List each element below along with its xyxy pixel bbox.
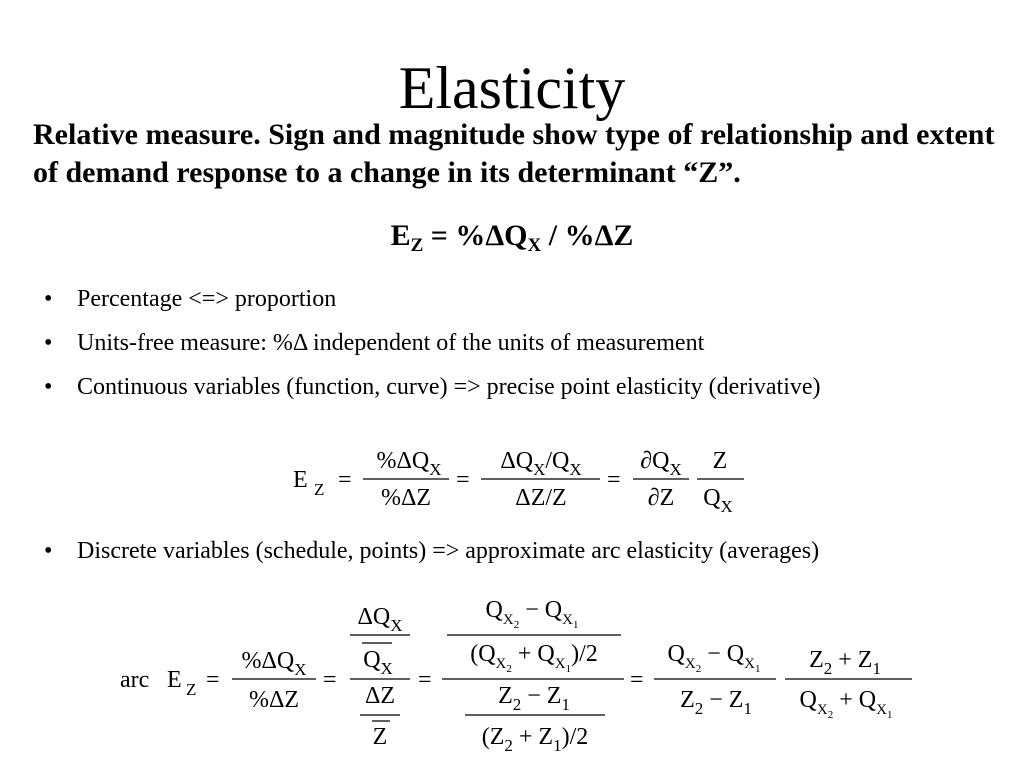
svg-text:ΔQX: $\Delta Q_X$ <box>357 604 403 635</box>
svg-text:QX: $Q_X$ <box>363 647 393 678</box>
svg-text:%ΔQX: $\%\Delta Q_X$ <box>241 648 307 679</box>
bullet-text: Percentage <=> proportion <box>77 286 337 312</box>
svg-text:%ΔZ: %ΔZ <box>380 485 432 511</box>
svg-text:ΔZ: ΔZ <box>364 683 396 709</box>
svg-text:Z: Z <box>712 448 728 474</box>
svg-text:Z: Z <box>186 680 197 699</box>
bullet-text: Units-free measure: %Δ independent of the units of measurement <box>77 330 705 356</box>
bullet-icon: • <box>44 286 53 312</box>
svg-text:(QX2 + QX1)/2: $(Q_X2 + Q_X1)/2$ <box>470 641 598 675</box>
svg-text:E: E <box>167 667 182 693</box>
bullet-text: Discrete variables (schedule, points) => approximate arc elasticity (averages) <box>77 538 820 564</box>
svg-text:%ΔZ: %ΔZ <box>248 687 300 713</box>
main-formula: $E_Z = \%\Delta Q_X / \%\Delta Z$ <box>390 219 634 256</box>
svg-text:E: E <box>293 467 308 493</box>
svg-text:QX: $Q_X$ <box>703 485 733 516</box>
svg-text:=: = <box>607 467 621 493</box>
bullet-icon: • <box>44 330 53 356</box>
svg-text:QX2 − QX1: $Q_X2 - Q_X1$ <box>667 641 761 675</box>
slide-title: Elasticity <box>398 55 626 121</box>
svg-text:Z2 − Z1: $Z_2 - Z_1$ <box>498 683 570 714</box>
bullet-icon: • <box>44 374 53 400</box>
bullet-icon: • <box>44 538 53 564</box>
svg-text:QX2 − QX1: $Q_X2 - Q_X1$ <box>485 597 579 631</box>
svg-text:Z2 − Z1: $Z_2 - Z_1$ <box>680 687 752 718</box>
svg-text:arc: arc <box>120 667 150 693</box>
svg-text:=: = <box>456 467 470 493</box>
svg-text:ΔQX/QX: $\Delta Q_X/Q_X$ <box>500 448 582 479</box>
intro-text: Relative measure. Sign and magnitude show type of relationship and extent of demand response to a change in its determinant “Z”. <box>33 118 995 189</box>
svg-text:(Z2 + Z1)/2: $(Z_2 + Z_1)/2$ <box>481 724 589 755</box>
bullet-text: Continuous variables (function, curve) => precise point elasticity (derivative) <box>77 374 821 400</box>
svg-text:%ΔQX: $\%\Delta Q_X$ <box>376 448 442 479</box>
svg-text:Z: Z <box>372 724 388 750</box>
svg-text:=: = <box>418 667 432 693</box>
svg-text:=: = <box>338 467 352 493</box>
svg-text:Z2 + Z1: $Z_2 + Z_1$ <box>809 647 881 678</box>
svg-text:Z: Z <box>314 480 325 499</box>
svg-text:=: = <box>206 667 220 693</box>
svg-text:∂QX: $\partial Q_X$ <box>640 448 682 479</box>
svg-text:∂Z: ∂Z <box>647 485 675 511</box>
svg-text:ΔZ/Z: ΔZ/Z <box>515 485 567 511</box>
svg-text:=: = <box>323 667 337 693</box>
svg-text:QX2 + QX1: $Q_X2 + Q_X1$ <box>799 687 893 721</box>
svg-text:=: = <box>630 667 644 693</box>
